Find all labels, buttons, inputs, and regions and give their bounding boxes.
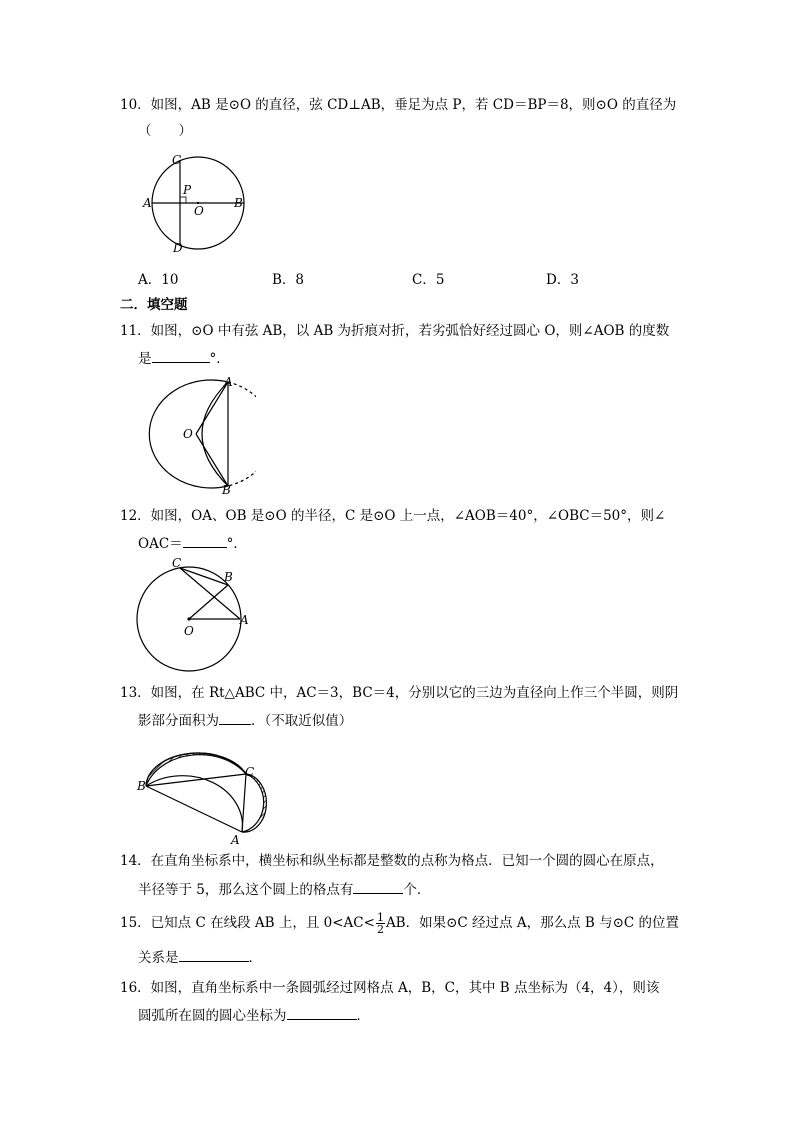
section-title: 二．填空题: [120, 297, 188, 313]
q10-label-a: A: [143, 196, 152, 210]
q16-answer-blank[interactable]: [287, 1005, 357, 1020]
q15-stem-line2: 关系是 ．: [138, 947, 262, 967]
q11-label-o: O: [183, 427, 193, 441]
q12-label-o: O: [184, 624, 194, 638]
q13-label-b: B: [137, 779, 146, 793]
q10-option-c: C．5: [412, 272, 445, 288]
q11-radius-oa: [196, 382, 228, 434]
q12-label-c: C: [172, 556, 182, 570]
q10-figure: [140, 150, 255, 255]
q10-option-a: A．10: [138, 272, 179, 288]
q11-answer-blank[interactable]: [152, 348, 210, 363]
q10-label-o: O: [194, 204, 204, 218]
q13-label-c: C: [245, 765, 255, 779]
q14-answer-blank[interactable]: [353, 879, 403, 894]
q12-radius-ob: [189, 585, 228, 619]
q12-answer-blank[interactable]: [183, 533, 227, 548]
q12-figure: [134, 554, 254, 674]
q12-chord-cb: [180, 568, 228, 585]
q13-figure: [134, 734, 274, 848]
q11-circle-dashed-arc: [228, 382, 256, 486]
q14-stem-line2: 半径等于 5，那么这个圆上的格点有 个．: [138, 879, 430, 899]
q11-figure: [136, 372, 256, 496]
q15-answer-blank[interactable]: [179, 947, 249, 962]
q12-label-b: B: [224, 570, 233, 584]
q11-label-a: A: [224, 375, 233, 389]
q14-stem-line1: 14．在直角坐标系中，横坐标和纵坐标都是整数的点称为格点．已知一个圆的圆心在原点，: [120, 853, 664, 869]
q11-stem-line1: 11．如图，⊙O 中有弦 AB，以 AB 为折痕对折，若劣弧恰好经过圆心 O，则∠AOB 的度数: [120, 323, 670, 339]
q10-label-d: D: [173, 241, 183, 255]
q11-stem-line2: 是 °．: [138, 348, 230, 368]
q10-label-p: P: [183, 183, 192, 197]
q12-stem-line1: 12．如图，OA、OB 是⊙O 的半径，C 是⊙O 上一点，∠AOB＝40°，∠OBC＝50°，则∠: [120, 508, 666, 524]
q10-label-b: B: [234, 196, 243, 210]
q13-arc-bc-inner: [146, 753, 246, 786]
q10-option-b: B．8: [272, 272, 305, 288]
q13-label-a: A: [231, 833, 240, 847]
q15-stem-line1: 15．已知点 C 在线段 AB 上，且 0<AC< $\frac{1}{2}$ AB．如果⊙C 经过点 A，那么点 B 与⊙C 的位置: [120, 911, 680, 936]
q13-side-ac: [242, 774, 246, 832]
q13-stem-line2: 影部分面积为 ．（不取近似值）: [138, 710, 352, 730]
q13-stem-line1: 13．如图，在 Rt△ABC 中，AC＝3，BC＝4，分别以它的三边为直径向上作三个半圆，则阴: [120, 685, 679, 701]
q10-option-d: D．3: [546, 272, 579, 288]
q13-side-bc: [146, 774, 246, 786]
q11-radius-ob: [196, 434, 228, 486]
q16-stem-line2: 圆弧所在圆的圆心坐标为 ．: [138, 1005, 370, 1025]
q10-stem-line1: 10．如图，AB 是⊙O 的直径，弦 CD⊥AB，垂足为点 P，若 CD＝BP＝8，则⊙O 的直径为: [120, 97, 677, 113]
q10-right-angle-mark: [180, 197, 186, 203]
q10-label-c: C: [172, 153, 182, 167]
q13-shaded-crescent-bc: [146, 753, 246, 786]
q11-label-b: B: [222, 483, 231, 496]
q12-stem-line2: OAC＝ °．: [138, 533, 247, 553]
q12-label-a: A: [240, 613, 249, 627]
q11-folded-arc: [202, 382, 228, 486]
q13-answer-blank[interactable]: [219, 710, 251, 725]
q15-fraction: $\frac{1}{2}$: [376, 911, 384, 936]
q10-stem-line2: （ ）: [138, 123, 192, 139]
q16-stem-line1: 16．如图，直角坐标系中一条圆弧经过网格点 A，B，C，其中 B 点坐标为（4，4），则该: [120, 980, 660, 996]
